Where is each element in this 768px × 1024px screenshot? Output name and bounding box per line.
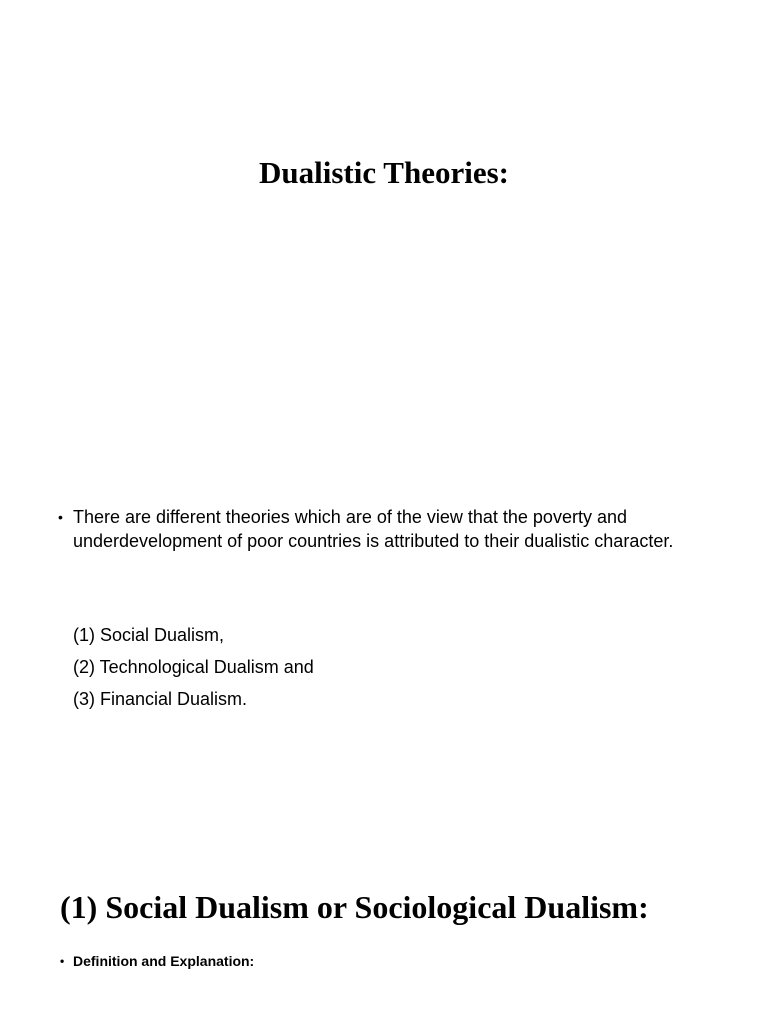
definition-bullet — [60, 951, 254, 971]
bullet-row — [58, 505, 698, 553]
list-item: (3) Financial Dualism. — [73, 689, 248, 709]
section-title: (1) Social Dualism or Sociological Dualism: — [60, 889, 649, 925]
slide-content-page — [0, 480, 768, 850]
dualism-list — [73, 619, 314, 715]
slide-section-page — [0, 850, 768, 1024]
bullet-dot-icon: • — [60, 954, 65, 968]
bullet-paragraph — [58, 505, 698, 553]
bullet-text: There are different theories which are of the view that the poverty and underdevelopment of poor countries is attributed to their dualistic character. — [73, 507, 674, 551]
slide-title-page — [0, 0, 768, 480]
slide-title: Dualistic Theories: — [259, 155, 509, 190]
list-item: (2) Technological Dualism and — [73, 657, 314, 677]
definition-label: Definition and Explanation: — [73, 953, 255, 969]
bullet-dot-icon: • — [58, 509, 63, 525]
list-item: (1) Social Dualism, — [73, 625, 225, 645]
